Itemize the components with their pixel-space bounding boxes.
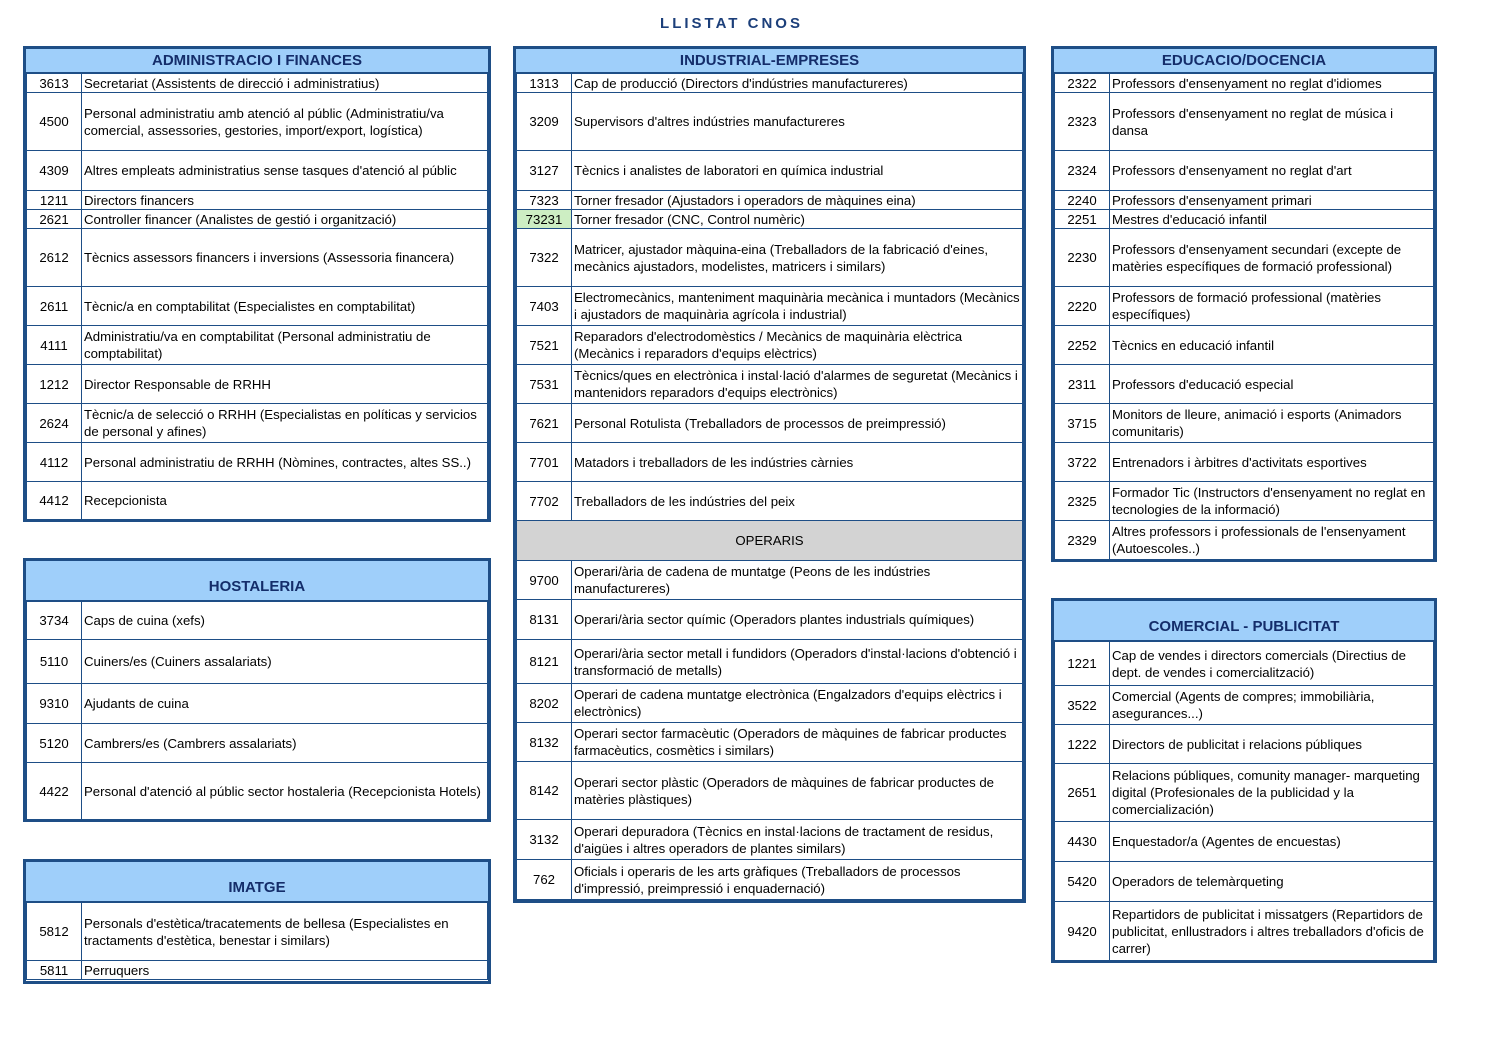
cno-code: 7322 — [517, 229, 572, 287]
table-row — [517, 860, 1023, 900]
cno-description: Ajudants de cuina — [82, 684, 488, 724]
cno-code: 2252 — [1055, 326, 1110, 365]
cno-description: Supervisors d'altres indústries manufactureres — [572, 93, 1023, 151]
cno-description: Cap de vendes i directors comercials (Directius de dept. de vendes i comercialització) — [1110, 642, 1434, 686]
cno-description: Enquestador/a (Agentes de encuestas) — [1110, 822, 1434, 862]
cno-description: Electromecànics, manteniment maquinària mecànica i muntadors (Mecànics i ajustadors de maquinària agrícola i industrial) — [572, 287, 1023, 326]
table-row — [517, 151, 1023, 191]
table-row — [1055, 443, 1434, 482]
table-row — [27, 151, 488, 191]
cno-code: 8131 — [517, 600, 572, 640]
table-row — [27, 93, 488, 151]
cno-description: Operari/ària de cadena de muntatge (Peons de les indústries manufactureres) — [572, 561, 1023, 600]
cno-description: Tècnics en educació infantil — [1110, 326, 1434, 365]
table-row — [1055, 686, 1434, 725]
cno-description: Mestres d'educació infantil — [1110, 210, 1434, 229]
table-row — [1055, 93, 1434, 151]
cno-description: Directors financers — [82, 191, 488, 210]
cno-description: Personal d'atenció al públic sector hostaleria (Recepcionista Hotels) — [82, 763, 488, 820]
table-row — [27, 602, 488, 640]
table-row — [27, 365, 488, 404]
table-row — [1055, 229, 1434, 287]
cno-code: 7621 — [517, 404, 572, 443]
cno-code: 9700 — [517, 561, 572, 600]
table-row — [517, 404, 1023, 443]
cno-description: Operari/ària sector metall i fundidors (Operadors d'instal·lacions d'obtenció i transformació de metalls) — [572, 640, 1023, 684]
cno-code: 1221 — [1055, 642, 1110, 686]
cno-code: 2612 — [27, 229, 82, 287]
section-administracio — [23, 46, 491, 522]
cno-description: Reparadors d'electrodomèstics / Mecànics de maquinària elèctrica (Mecànics i reparadors d'equips elèctrics) — [572, 326, 1023, 365]
cno-description: Torner fresador (Ajustadors i operadors de màquines eina) — [572, 191, 1023, 210]
cno-description: Entrenadors i àrbitres d'activitats esportives — [1110, 443, 1434, 482]
table-row — [517, 820, 1023, 860]
cno-description: Operari depuradora (Tècnics en instal·lacions de tractament de residus, d'aigües i altres operadors de plantes similars) — [572, 820, 1023, 860]
cno-description: Tècnic/a de selecció o RRHH (Especialistas en políticas y servicios de personal y afines) — [82, 404, 488, 443]
table-row — [27, 903, 488, 961]
cno-code: 9310 — [27, 684, 82, 724]
cno-code: 7521 — [517, 326, 572, 365]
cno-code: 4412 — [27, 482, 82, 520]
table-row — [1055, 287, 1434, 326]
cno-code: 2220 — [1055, 287, 1110, 326]
table-row — [517, 684, 1023, 723]
cno-description: Professors d'ensenyament no reglat d'art — [1110, 151, 1434, 191]
table-row — [517, 762, 1023, 820]
cno-description: Matadors i treballadors de les indústries càrnies — [572, 443, 1023, 482]
cno-description: Professors d'educació especial — [1110, 365, 1434, 404]
cno-description: Operari sector farmacèutic (Operadors de màquines de fabricar productes farmacèutics, cosmètics i similars) — [572, 723, 1023, 762]
cno-code: 2324 — [1055, 151, 1110, 191]
page-title: LLISTAT CNOS — [660, 15, 803, 32]
table-row — [517, 482, 1023, 521]
table-row — [517, 229, 1023, 287]
cno-code: 7403 — [517, 287, 572, 326]
cno-description: Operari sector plàstic (Operadors de màquines de fabricar productes de matèries plàstiques) — [572, 762, 1023, 820]
cno-description: Monitors de lleure, animació i esports (Animadors comunitaris) — [1110, 404, 1434, 443]
cno-code: 3715 — [1055, 404, 1110, 443]
cno-code: 5812 — [27, 903, 82, 961]
cno-code: 3734 — [27, 602, 82, 640]
cno-description: Cambrers/es (Cambrers assalariats) — [82, 724, 488, 763]
cno-code: 2329 — [1055, 521, 1110, 560]
cno-code: 2251 — [1055, 210, 1110, 229]
cno-code: 2651 — [1055, 764, 1110, 822]
cno-code: 2325 — [1055, 482, 1110, 521]
table-row — [1055, 191, 1434, 210]
table-row — [1055, 74, 1434, 93]
table-row — [1055, 902, 1434, 961]
cno-code: 762 — [517, 860, 572, 900]
cno-code: 3613 — [27, 74, 82, 93]
table-row — [27, 229, 488, 287]
table-row — [517, 561, 1023, 600]
table-row — [27, 326, 488, 365]
cno-code: 2323 — [1055, 93, 1110, 151]
cno-code: 5110 — [27, 640, 82, 684]
section-industrial — [513, 46, 1026, 903]
cno-description: Treballadors de les indústries del peix — [572, 482, 1023, 521]
table-row — [1055, 404, 1434, 443]
cno-code: 3127 — [517, 151, 572, 191]
cno-description: Professors de formació professional (matèries específiques) — [1110, 287, 1434, 326]
cno-description: Comercial (Agents de compres; immobiliària, asegurances...) — [1110, 686, 1434, 725]
cno-code: 9420 — [1055, 902, 1110, 961]
table-row — [517, 191, 1023, 210]
cno-description: Tècnics i analistes de laboratori en química industrial — [572, 151, 1023, 191]
section-educacio — [1051, 46, 1437, 562]
cno-code: 2240 — [1055, 191, 1110, 210]
cno-code: 7323 — [517, 191, 572, 210]
cno-description: Operari/ària sector químic (Operadors plantes industrials químiques) — [572, 600, 1023, 640]
table-row — [517, 640, 1023, 684]
table-row — [1055, 642, 1434, 686]
cno-code: 3522 — [1055, 686, 1110, 725]
section-imatge — [23, 859, 491, 984]
cno-code: 8132 — [517, 723, 572, 762]
table-row — [517, 326, 1023, 365]
table-row — [1055, 151, 1434, 191]
table-row — [517, 93, 1023, 151]
table-row — [1055, 482, 1434, 521]
cno-description: Personal administratiu amb atenció al públic (Administratiu/va comercial, assessories, gestories, import/export, logística) — [82, 93, 488, 151]
table-row — [27, 443, 488, 482]
table-row — [517, 723, 1023, 762]
table-row — [1055, 725, 1434, 764]
cno-code: 4500 — [27, 93, 82, 151]
table-row — [27, 684, 488, 724]
cno-description: Professors d'ensenyament primari — [1110, 191, 1434, 210]
table-row — [27, 210, 488, 229]
table-row — [517, 600, 1023, 640]
table-row — [517, 287, 1023, 326]
table-row — [1055, 764, 1434, 822]
cno-code: 5120 — [27, 724, 82, 763]
cno-description: Cap de producció (Directors d'indústries manufactureres) — [572, 74, 1023, 93]
subsection-header — [517, 521, 1023, 561]
cno-code: 4309 — [27, 151, 82, 191]
cno-code: 3722 — [1055, 443, 1110, 482]
cno-code: 7701 — [517, 443, 572, 482]
cno-code: 8202 — [517, 684, 572, 723]
cno-code: 2322 — [1055, 74, 1110, 93]
cno-description: Recepcionista — [82, 482, 488, 520]
section-title: INDUSTRIAL-EMPRESES — [516, 49, 1023, 73]
cno-description: Altres empleats administratius sense tasques d'atenció al públic — [82, 151, 488, 191]
cno-description: Relacions públiques, comunity manager- marqueting digital (Profesionales de la publicidad y la comercialización) — [1110, 764, 1434, 822]
section-title: HOSTALERIA — [26, 561, 488, 601]
cno-description: Caps de cuina (xefs) — [82, 602, 488, 640]
cno-code: 3132 — [517, 820, 572, 860]
cno-code: 5420 — [1055, 862, 1110, 902]
cno-description: Personals d'estètica/tracatements de bellesa (Especialistes en tractaments d'estètica, benestar i similars) — [82, 903, 488, 961]
section-title: IMATGE — [26, 862, 488, 902]
cno-code: 2621 — [27, 210, 82, 229]
table-row — [1055, 521, 1434, 560]
table-row — [27, 482, 488, 520]
cno-code: 8121 — [517, 640, 572, 684]
subsection-title: OPERARIS — [517, 521, 1023, 561]
cno-code: 3209 — [517, 93, 572, 151]
cno-description: Tècnic/a en comptabilitat (Especialistes en comptabilitat) — [82, 287, 488, 326]
cno-code: 5811 — [27, 961, 82, 980]
table-row — [1055, 822, 1434, 862]
cno-code: 2611 — [27, 287, 82, 326]
cno-description: Controller financer (Analistes de gestió i organització) — [82, 210, 488, 229]
section-comercial — [1051, 598, 1437, 963]
cno-description: Professors d'ensenyament secundari (excepte de matèries específiques de formació professional) — [1110, 229, 1434, 287]
table-row — [27, 74, 488, 93]
cno-code: 7531 — [517, 365, 572, 404]
section-title: EDUCACIO/DOCENCIA — [1054, 49, 1434, 73]
cno-code: 73231 — [517, 210, 572, 229]
cno-code: 8142 — [517, 762, 572, 820]
cno-code: 2624 — [27, 404, 82, 443]
table-row — [27, 191, 488, 210]
table-row — [27, 287, 488, 326]
cno-description: Personal Rotulista (Treballadors de processos de preimpressió) — [572, 404, 1023, 443]
cno-description: Tècnics assessors financers i inversions (Assessoria financera) — [82, 229, 488, 287]
cno-description: Secretariat (Assistents de direcció i administratius) — [82, 74, 488, 93]
cno-description: Operadors de telemàrqueting — [1110, 862, 1434, 902]
cno-description: Perruquers — [82, 961, 488, 980]
cno-description: Formador Tic (Instructors d'ensenyament no reglat en tecnologies de la informació) — [1110, 482, 1434, 521]
cno-code: 7702 — [517, 482, 572, 521]
table-row — [27, 763, 488, 820]
cno-code: 1211 — [27, 191, 82, 210]
cno-code: 1212 — [27, 365, 82, 404]
section-title: COMERCIAL - PUBLICITAT — [1054, 601, 1434, 641]
cno-code: 4422 — [27, 763, 82, 820]
cno-description: Professors d'ensenyament no reglat de música i dansa — [1110, 93, 1434, 151]
table-row — [517, 210, 1023, 229]
cno-description: Repartidors de publicitat i missatgers (Repartidors de publicitat, enllustradors i altres treballadors d'oficis de carrer) — [1110, 902, 1434, 961]
section-title: ADMINISTRACIO I FINANCES — [26, 49, 488, 73]
cno-description: Administratiu/va en comptabilitat (Personal administratiu de comptabilitat) — [82, 326, 488, 365]
table-row — [1055, 210, 1434, 229]
cno-description: Operari de cadena muntatge electrònica (Engalzadors d'equips elèctrics i electrònics) — [572, 684, 1023, 723]
table-row — [27, 961, 488, 980]
cno-description: Torner fresador (CNC, Control numèric) — [572, 210, 1023, 229]
cno-description: Matricer, ajustador màquina-eina (Treballadors de la fabricació d'eines, mecànics ajustadors, modelistes, matricers i similars) — [572, 229, 1023, 287]
cno-code: 2230 — [1055, 229, 1110, 287]
cno-description: Oficials i operaris de les arts gràfiques (Treballadors de processos d'impressió, preimpressió i enquadernació) — [572, 860, 1023, 900]
cno-code: 4430 — [1055, 822, 1110, 862]
section-hostaleria — [23, 558, 491, 822]
cno-code: 1313 — [517, 74, 572, 93]
table-row — [1055, 326, 1434, 365]
table-row — [27, 404, 488, 443]
table-row — [27, 724, 488, 763]
cno-code: 4111 — [27, 326, 82, 365]
cno-description: Altres professors i professionals de l'ensenyament (Autoescoles..) — [1110, 521, 1434, 560]
table-row — [27, 640, 488, 684]
cno-description: Cuiners/es (Cuiners assalariats) — [82, 640, 488, 684]
table-row — [1055, 365, 1434, 404]
cno-description: Professors d'ensenyament no reglat d'idiomes — [1110, 74, 1434, 93]
cno-description: Tècnics/ques en electrònica i instal·lació d'alarmes de seguretat (Mecànics i mantenidors reparadors d'equips electrònics) — [572, 365, 1023, 404]
table-row — [517, 365, 1023, 404]
table-row — [1055, 862, 1434, 902]
cno-description: Director Responsable de RRHH — [82, 365, 488, 404]
cno-code: 1222 — [1055, 725, 1110, 764]
cno-description: Personal administratiu de RRHH (Nòmines, contractes, altes SS..) — [82, 443, 488, 482]
cno-code: 2311 — [1055, 365, 1110, 404]
table-row — [517, 443, 1023, 482]
cno-code: 4112 — [27, 443, 82, 482]
cno-description: Directors de publicitat i relacions públiques — [1110, 725, 1434, 764]
table-row — [517, 74, 1023, 93]
